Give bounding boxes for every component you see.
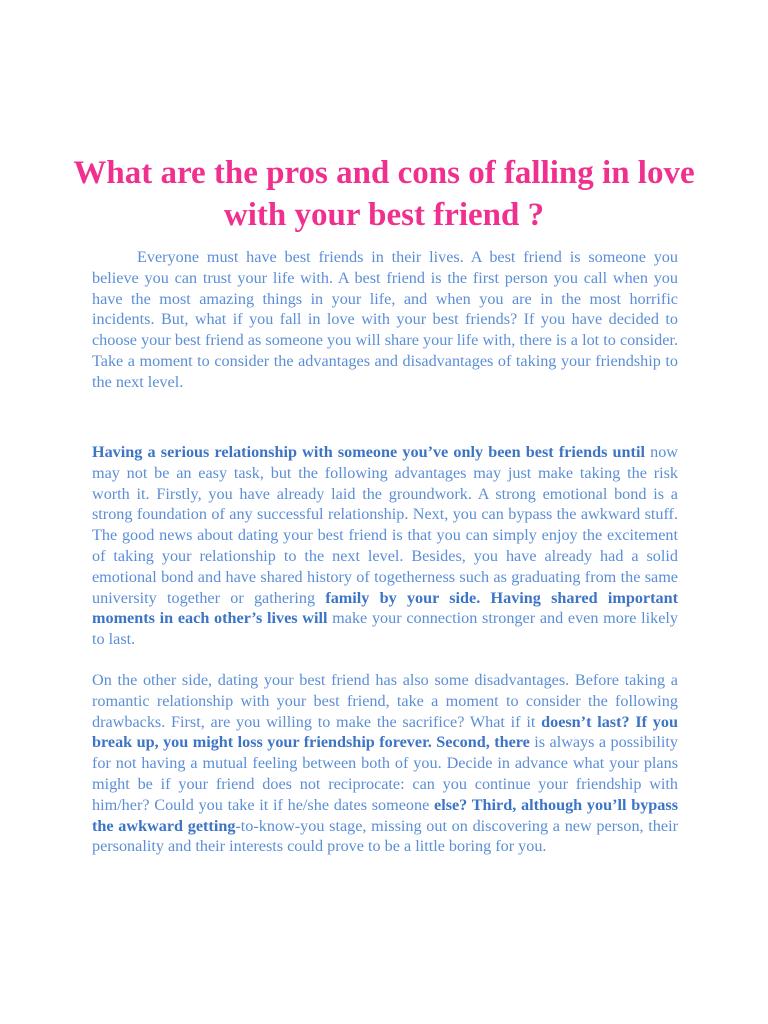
page-title: What are the pros and cons of falling in love with your best friend ?: [73, 155, 695, 233]
paragraph-text: now may not be an easy task, but the following advantages may just make taking the risk worth it. Firstly, you have already laid the groundwork. A strong emotional bond is a strong foundation of any successful relationship. Next, you can bypass the awkward stuff. The good news about dating your best friend is that you can simply enjoy the excitement of taking your relationship to the next level. Besides, you have already had a solid emotional bond and have shared history of togetherness such as graduating from the same university together or gathering: [92, 443, 678, 607]
paragraph-intro: [92, 247, 678, 393]
paragraph-advantages: [92, 442, 678, 650]
paragraph-bold-text: Having a serious relationship with someone you’ve only been best friends until: [92, 443, 645, 461]
paragraph-bold-text: family by your side. Having shared important moments in each other’s lives will: [92, 588, 678, 628]
paragraph-text: Everyone must have best friends in their lives. A best friend is someone you believe you can trust your life with. A best friend is the first person you call when you have the most amazing things in your life, and when you are in the most horrific incidents. But, what if you fall in love with your best friends? If you have decided to choose your best friend as someone you will share your life with, there is a lot to consider. Take a moment to consider the advantages and disadvantages of taking your friendship to the next level.: [92, 248, 678, 391]
paragraph-text: On the other side, dating your best friend has also some disadvantages. Before taking a romantic relationship with your best friend, take a moment to consider the following drawbacks. First, are you willing to make the sacrifice? What if it: [92, 671, 678, 731]
paragraph-text: make your connection stronger and even more likely to last.: [92, 609, 679, 649]
paragraph-bold-text: doesn’t last? If you break up, you might loss your friendship forever. Second, there: [92, 712, 678, 752]
paragraph-text: is always a possibility for not having a mutual feeling between both of you. Decide in advance what your plans might be if your friend does not reciprocate: can you continue your friendship with him/her? Could you take it if he/she dates someone: [92, 733, 678, 814]
paragraph-bold-text: else? Third, although you’ll bypass the awkward getting: [92, 795, 679, 835]
paragraph-disadvantages: [92, 670, 678, 857]
paragraph-text: -to-know-you stage, missing out on discovering a new person, their personality and their interests could prove to be a little boring for you.: [92, 816, 678, 856]
